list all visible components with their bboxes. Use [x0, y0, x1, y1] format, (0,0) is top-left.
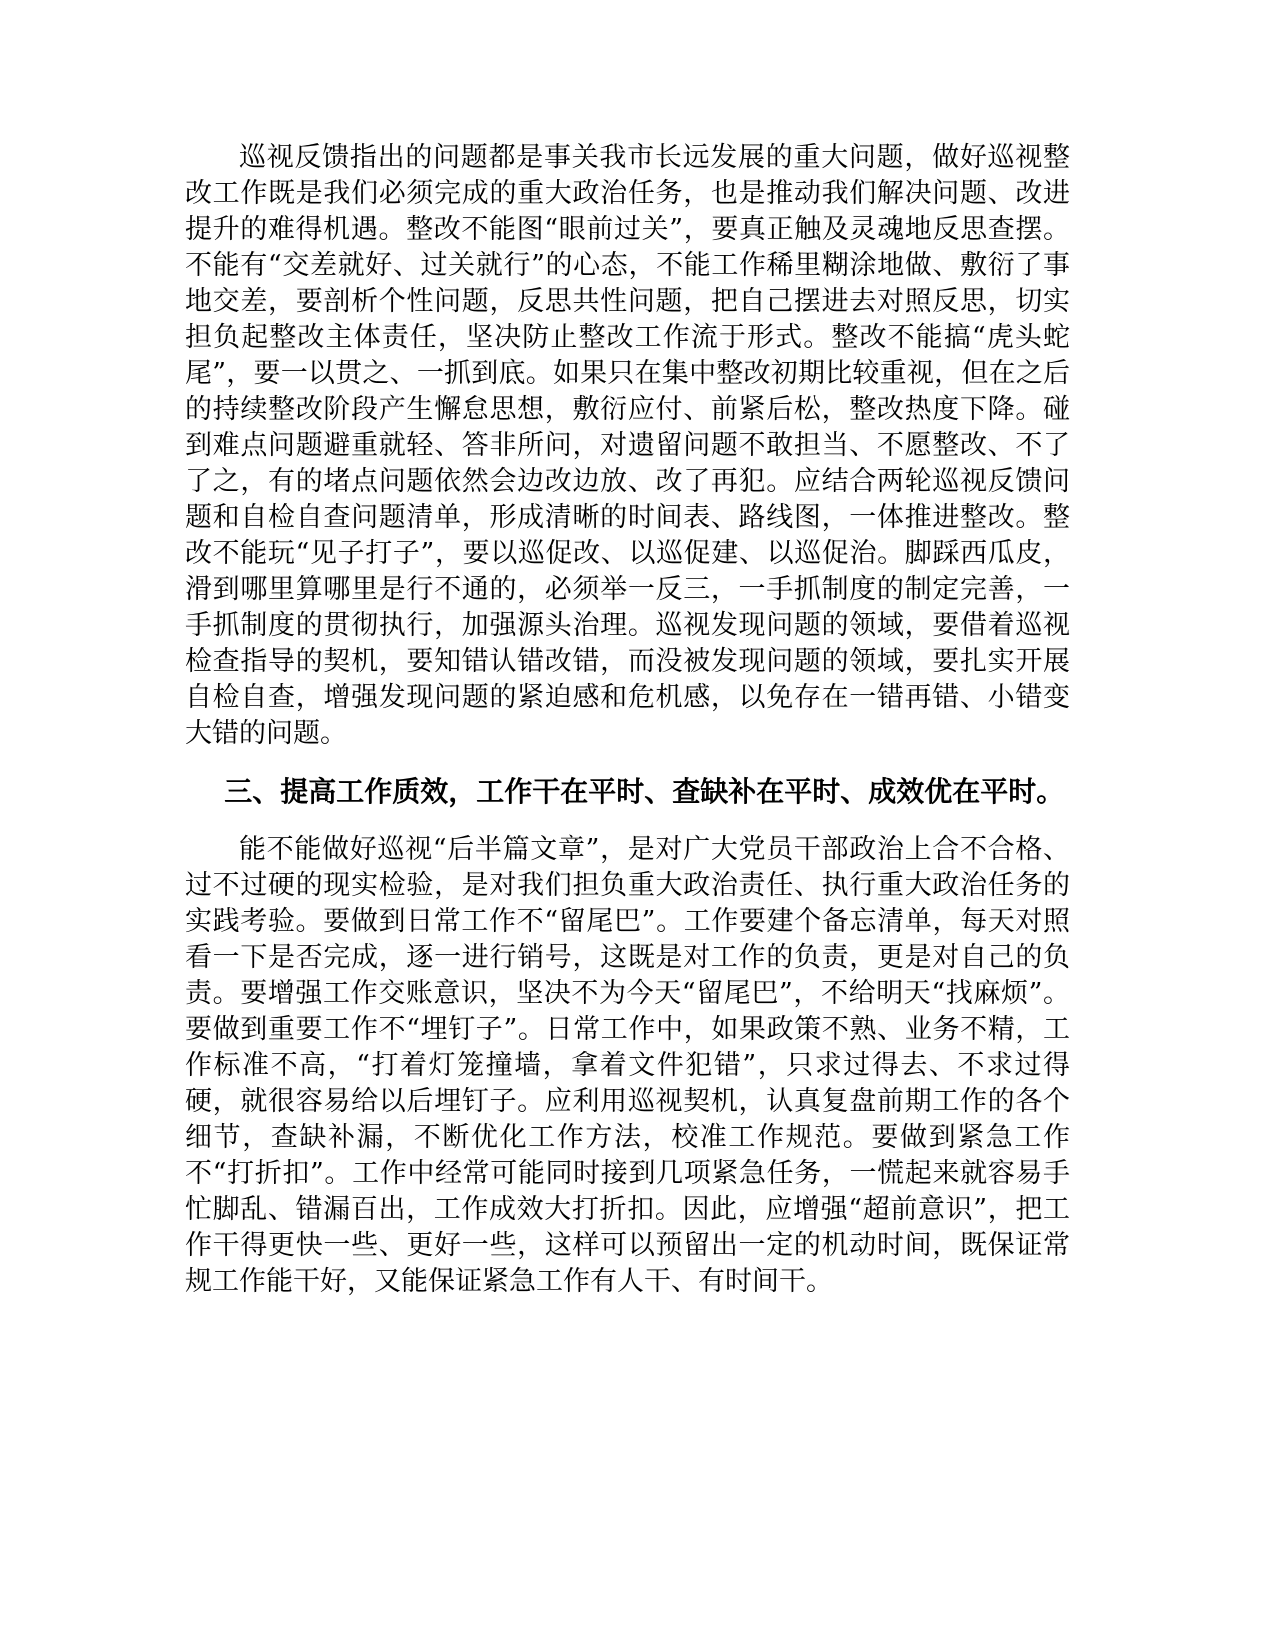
document-page — [185, 140, 1070, 1300]
section-heading-3: 三、提高工作质效，工作干在平时、查缺补在平时、成效优在平时。 — [224, 775, 1065, 808]
body-paragraph-1: 巡视反馈指出的问题都是事关我市长远发展的重大问题，做好巡视整改工作既是我们必须完成的重大政治任务，也是推动我们解决问题、改进提升的难得机遇。整改不能图“眼前过关”，要真正触及灵魂地反思查摆。不能有“交差就好、过关就行”的心态，不能工作稀里糊涂地做、敷衍了事地交差，要剖析个性问题，反思共性问题，把自己摆进去对照反思，切实担负起整改主体责任，坚决防止整改工作流于形式。整改不能搞“虎头蛇尾”，要一以贯之、一抓到底。如果只在集中整改初期比较重视，但在之后的持续整改阶段产生懈怠思想，敷衍应付、前紧后松，整改热度下降。碰到难点问题避重就轻、答非所问，对遗留问题不敢担当、不愿整改、不了了之，有的堵点问题依然会边改边放、改了再犯。应结合两轮巡视反馈问题和自检自查问题清单，形成清晰的时间表、路线图，一体推进整改。整改不能玩“见子打子”，要以巡促改、以巡促建、以巡促治。脚踩西瓜皮，滑到哪里算哪里是行不通的，必须举一反三，一手抓制度的制定完善，一手抓制度的贯彻执行，加强源头治理。巡视发现问题的领域，要借着巡视检查指导的契机，要知错认错改错，而没被发现问题的领域，要扎实开展自检自查，增强发现问题的紧迫感和危机感，以免存在一错再错、小错变大错的问题。 — [185, 142, 1070, 749]
body-paragraph-2: 能不能做好巡视“后半篇文章”，是对广大党员干部政治上合不合格、过不过硬的现实检验，是对我们担负重大政治责任、执行重大政治任务的实践考验。要做到日常工作不“留尾巴”。工作要建个备忘清单，每天对照看一下是否完成，逐一进行销号，这既是对工作的负责，更是对自己的负责。要增强工作交账意识，坚决不为今天“留尾巴”，不给明天“找麻烦”。要做到重要工作不“埋钉子”。日常工作中，如果政策不熟、业务不精，工作标准不高，“打着灯笼撞墙，拿着文件犯错”，只求过得去、不求过得硬，就很容易给以后埋钉子。应利用巡视契机，认真复盘前期工作的各个细节，查缺补漏，不断优化工作方法，校准工作规范。要做到紧急工作不“打折扣”。工作中经常可能同时接到几项紧急任务，一慌起来就容易手忙脚乱、错漏百出，工作成效大打折扣。因此，应增强“超前意识”，把工作干得更快一些、更好一些，这样可以预留出一定的机动时间，既保证常规工作能干好，又能保证紧急工作有人干、有时间干。 — [185, 834, 1070, 1297]
